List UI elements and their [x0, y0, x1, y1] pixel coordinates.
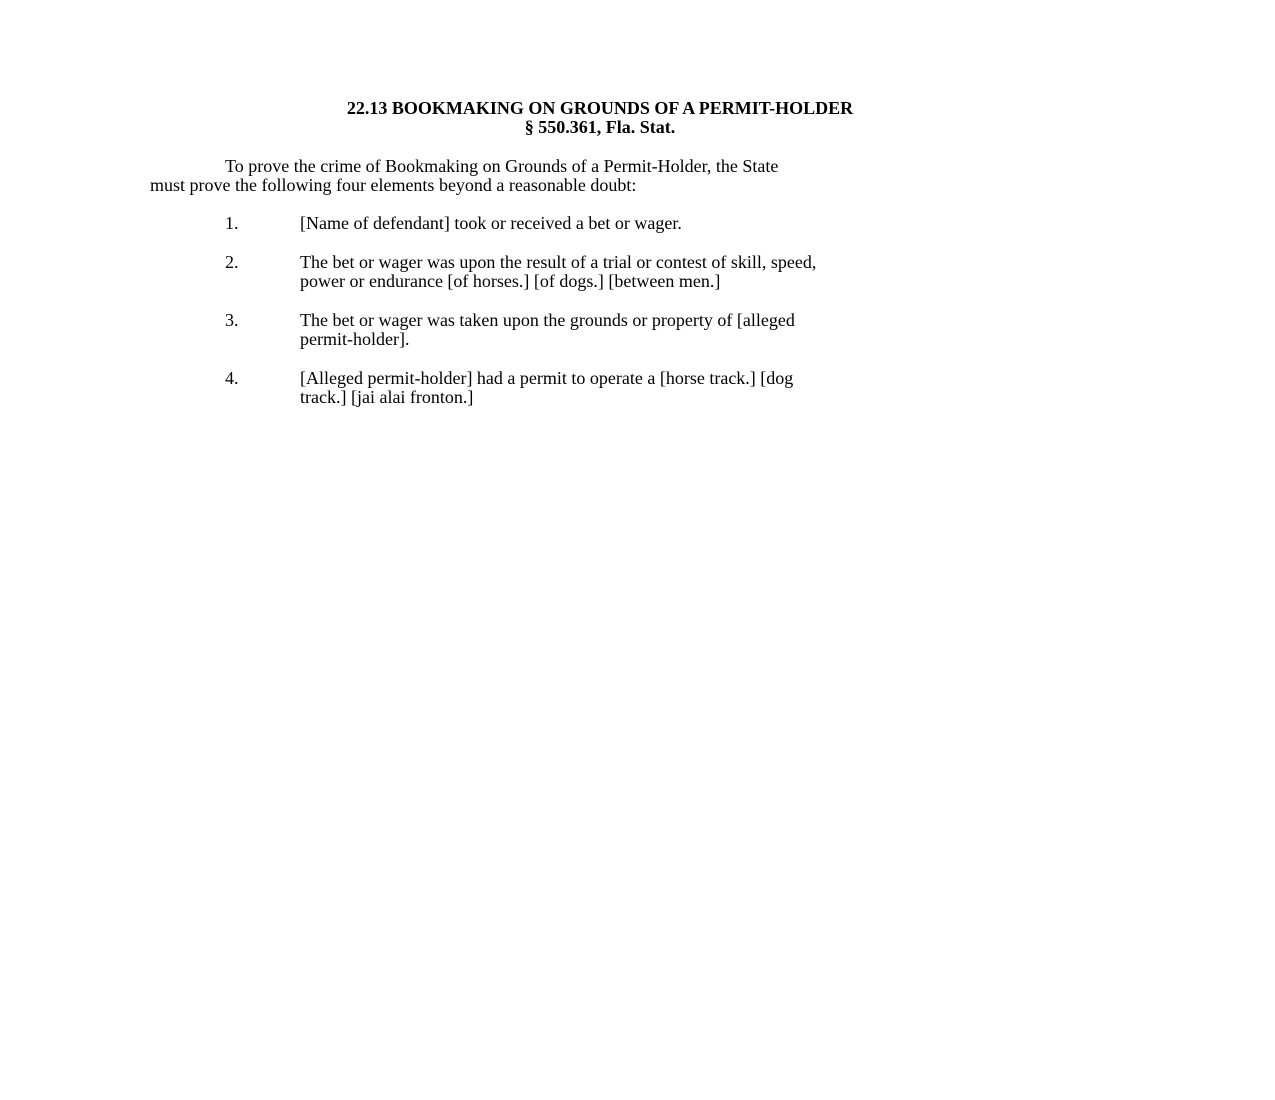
element-text	[300, 311, 1025, 349]
element-text-line: [Name of defendant] took or received a bet or wager.	[300, 213, 682, 233]
element-text	[300, 214, 1025, 233]
element-item	[150, 311, 1050, 349]
element-item	[150, 369, 1050, 407]
element-text-line: track.] [jai alai fronton.]	[300, 387, 474, 407]
element-text	[300, 369, 1025, 407]
element-number: 1.	[225, 213, 239, 233]
element-text-line: permit-holder].	[300, 329, 410, 349]
element-text-line: power or endurance [of horses.] [of dogs.] [between men.]	[300, 271, 721, 291]
elements-list	[150, 214, 1050, 427]
element-number: 4.	[225, 368, 239, 388]
page-title: 22.13 BOOKMAKING ON GROUNDS OF A PERMIT-HOLDER	[346, 98, 854, 118]
element-number: 2.	[225, 252, 239, 272]
element-text-line: [Alleged permit-holder] had a permit to operate a [horse track.] [dog	[300, 368, 794, 388]
intro-line: must prove the following four elements beyond a reasonable doubt:	[150, 175, 637, 195]
heading-block	[150, 99, 1050, 137]
element-text	[300, 253, 1025, 291]
element-item	[150, 253, 1050, 291]
element-item	[150, 214, 1050, 233]
element-text-line: The bet or wager was taken upon the grounds or property of [alleged	[300, 310, 795, 330]
statute-citation: § 550.361, Fla. Stat.	[524, 117, 676, 137]
element-number: 3.	[225, 310, 239, 330]
element-text-line: The bet or wager was upon the result of a trial or contest of skill, speed,	[300, 252, 817, 272]
intro-paragraph	[150, 157, 1030, 195]
intro-line: To prove the crime of Bookmaking on Grounds of a Permit-Holder, the State	[225, 156, 779, 176]
